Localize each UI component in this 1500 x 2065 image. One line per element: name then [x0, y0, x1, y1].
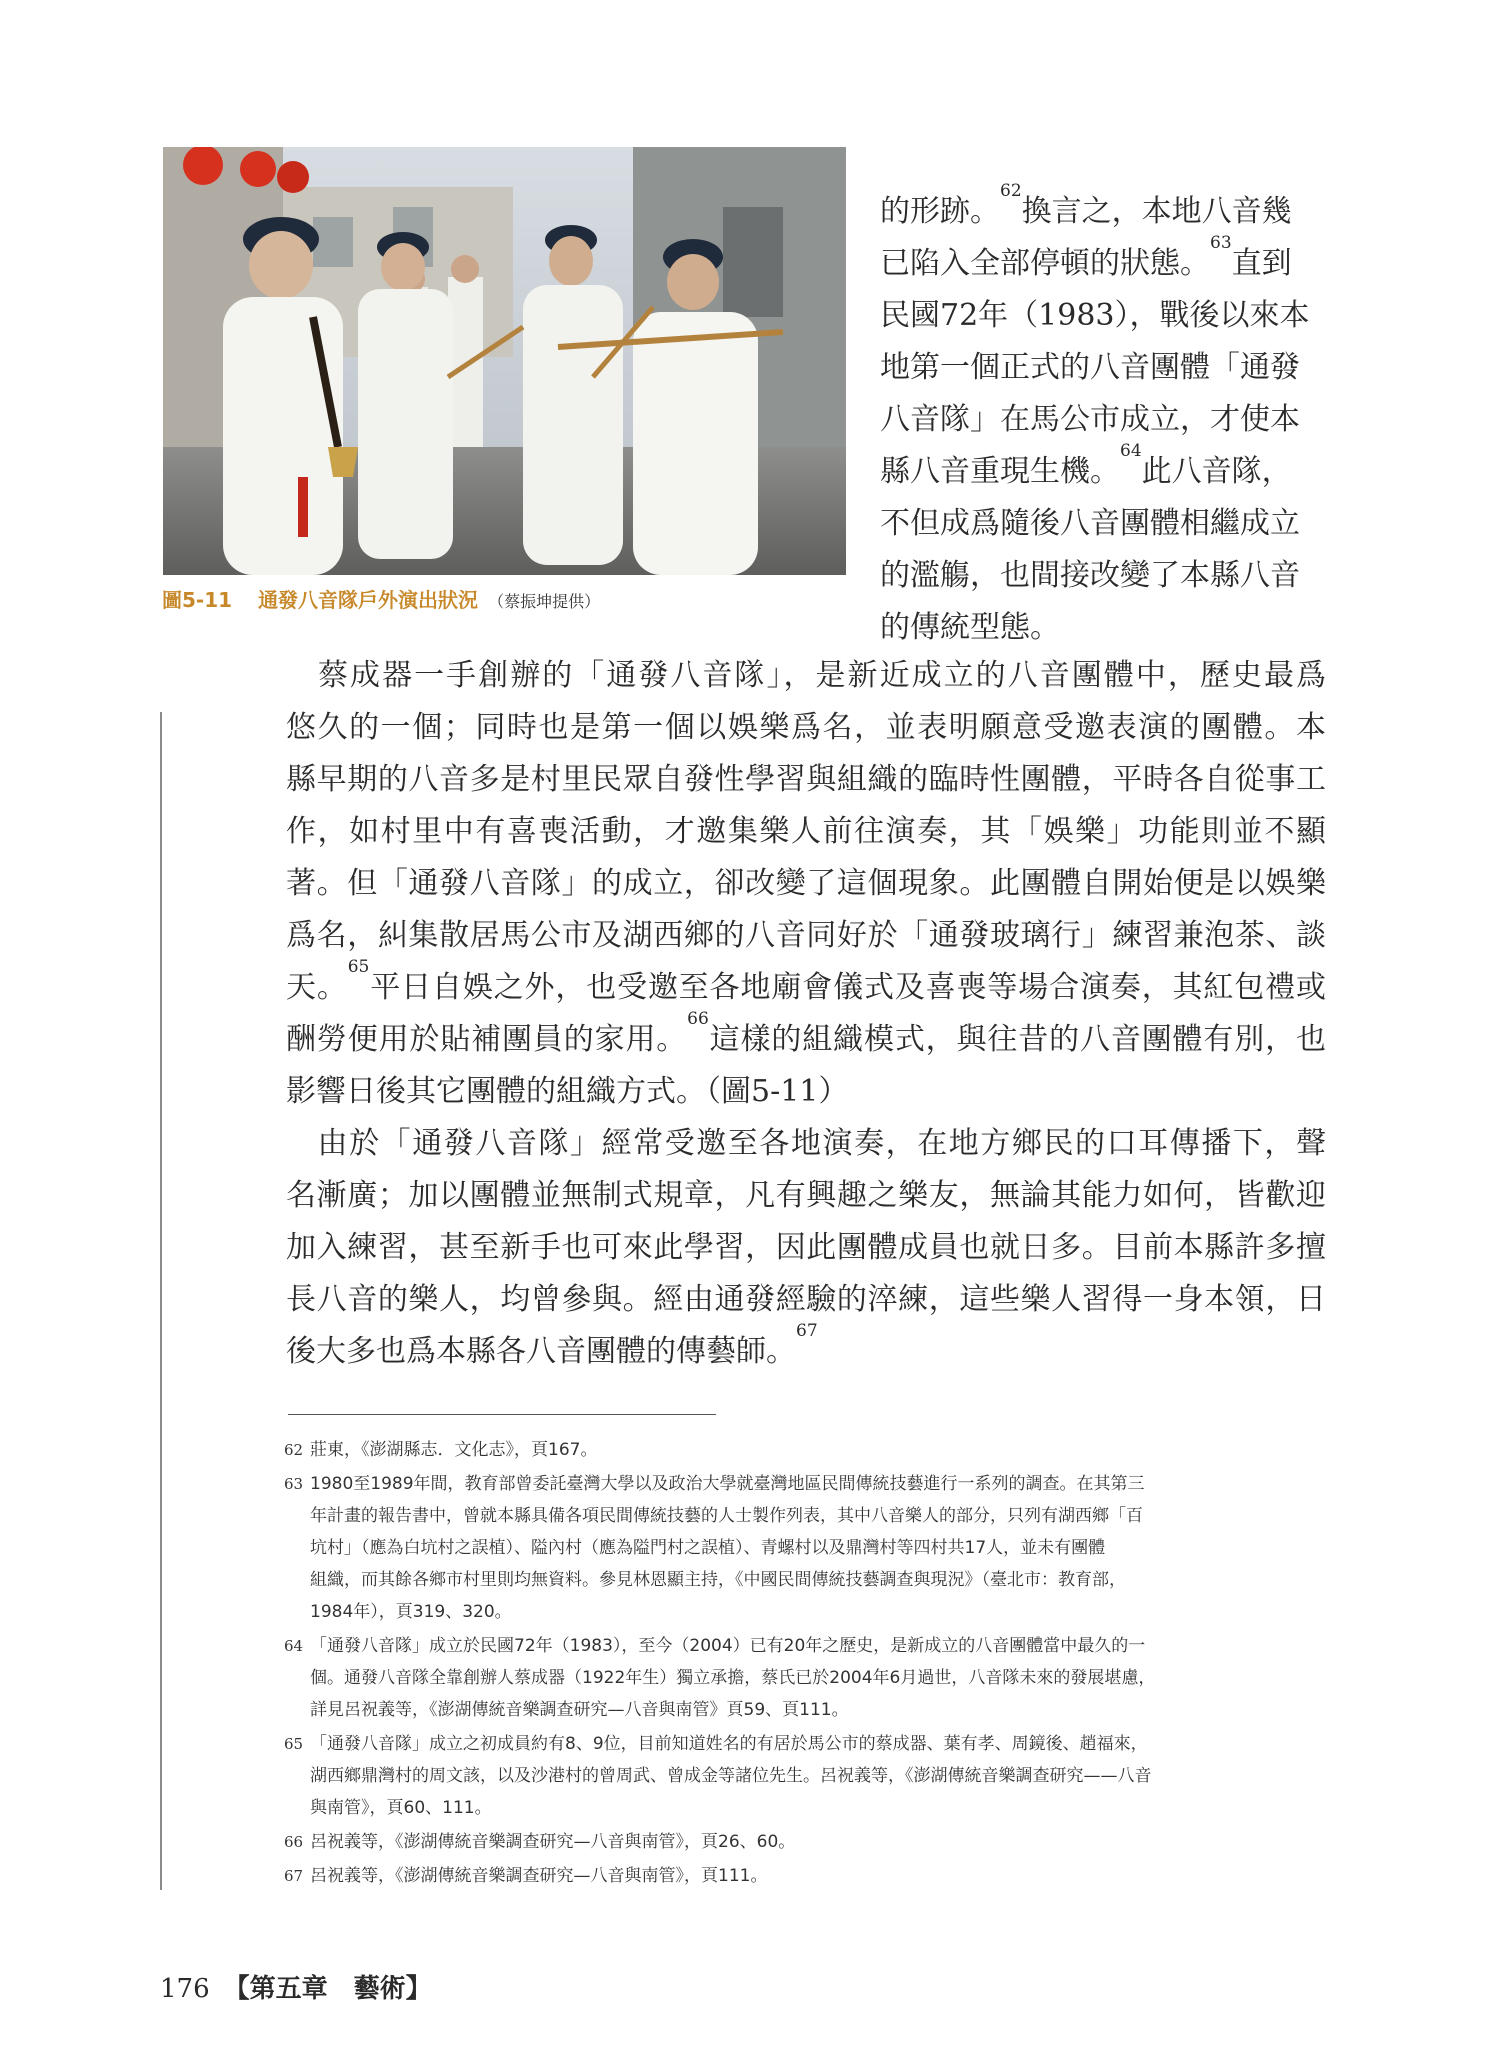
footnote-number: 62: [284, 1441, 304, 1459]
text-line: 蔡成器一手創辦的「通發八音隊」，是新近成立的八音團體中，歷史最爲: [286, 658, 1326, 693]
text-line: 地第一個正式的八音團體「通發: [880, 350, 1300, 385]
text-line: 由於「通發八音隊」經常受邀至各地演奏，在地方鄉民的口耳傳播下，聲: [286, 1126, 1326, 1161]
chapter-label: 【第五章 藝術】: [223, 1974, 432, 2004]
text-line: 悠久的一個；同時也是第一個以娛樂爲名，並表明願意受邀表演的團體。本: [286, 710, 1326, 745]
text-line: 長八音的樂人，均曾參與。經由通發經驗的淬練，這些樂人習得一身本領，日: [286, 1282, 1326, 1317]
text-line: [286, 957, 1326, 1014]
text-line: 民國72年（1983），戰後以來本: [880, 298, 1310, 333]
footnote-ref: 64: [1120, 441, 1142, 461]
footnote: [284, 1860, 1329, 1892]
figure-credit: （蔡振坤提供）: [488, 592, 601, 611]
footnote-number: 63: [284, 1475, 304, 1493]
footnote-line: 組織，而其餘各鄉市村里則均無資料。參見林恩顯主持，《中國民間傳統技藝調查與現況》（臺北市：教育部，: [310, 1570, 1126, 1590]
footnote-number: 66: [284, 1833, 304, 1851]
text-fragment: 已陷入全部停頓的狀態。: [880, 246, 1210, 281]
text-line: 名漸廣；加以團體並無制式規章，凡有興趣之樂友，無論其能力如何，皆歡迎: [286, 1178, 1326, 1213]
footnote-line: 與南管》，頁60、111。: [310, 1798, 492, 1818]
footnote-number: 65: [284, 1735, 304, 1753]
footnote-line: 年計畫的報告書中，曾就本縣具備各項民間傳統技藝的人士製作列表，其中八音樂人的部分，只列有湖西鄉「百: [310, 1506, 1143, 1526]
text-line: 縣早期的八音多是村里民眾自發性學習與組織的臨時性團體，平時各自從事工: [286, 762, 1326, 797]
footnote-ref: 65: [347, 957, 370, 977]
figure-caption: [162, 584, 852, 616]
footnote-ref: 62: [1000, 181, 1022, 201]
footnotes: [284, 1434, 1329, 1894]
figure-photo: [163, 147, 846, 575]
footnote-line: 呂祝義等，《澎湖傳統音樂調查研究—八音與南管》，頁26、60。: [310, 1832, 796, 1852]
text-fragment: 換言之，本地八音幾: [1021, 194, 1292, 229]
text-line: [880, 441, 1320, 498]
text-line: [286, 1009, 1326, 1066]
footnote: [284, 1434, 1329, 1466]
footnote: [284, 1468, 1329, 1628]
footnote-ref: 66: [687, 1009, 709, 1029]
figure-title: 通發八音隊戶外演出狀況: [258, 588, 479, 612]
band-photo-image: [163, 147, 846, 575]
footnote-ref: 67: [796, 1321, 818, 1341]
text-line: [286, 1321, 1326, 1378]
text-line: 八音隊」在馬公市成立，才使本: [880, 402, 1300, 437]
text-fragment: 直到: [1231, 246, 1292, 281]
text-line: 的傳統型態。: [880, 610, 1060, 645]
footnote-line: 詳見呂祝義等，《澎湖傳統音樂調查研究—八音與南管》頁59、頁111。: [310, 1700, 849, 1720]
text-line: 著。但「通發八音隊」的成立，卻改變了這個現象。此團體自開始便是以娛樂: [286, 866, 1326, 901]
footnote-separator: [288, 1414, 716, 1415]
side-column-text: [880, 181, 1320, 654]
body-text: [286, 650, 1326, 1378]
footnote: [284, 1826, 1329, 1858]
footnote-number: 64: [284, 1637, 304, 1655]
text-line: 作，如村里中有喜喪活動，才邀集樂人前往演奏，其「娛樂」功能則並不顯: [286, 814, 1326, 849]
text-line: [880, 233, 1320, 290]
figure-number: 圖5-11: [162, 588, 233, 612]
text-line: 爲名，糾集散居馬公市及湖西鄉的八音同好於「通發玻璃行」練習兼泡茶、談: [286, 918, 1326, 953]
text-line: 影響日後其它團體的組織方式。（圖5-11）: [286, 1074, 849, 1109]
text-fragment: 的形跡。: [880, 194, 1000, 229]
footnote-line: 「通發八音隊」成立於民國72年（1983），至今（2004）已有20年之歷史，是新成立的八音團體當中最久的一: [310, 1636, 1146, 1656]
text-line: 的濫觴，也間接改變了本縣八音: [880, 558, 1300, 593]
footnote-line: 「通發八音隊」成立之初成員約有8、9位，目前知道姓名的有居於馬公市的蔡成器、葉有孝、周鏡後、趙福來，: [310, 1734, 1148, 1754]
margin-rule: [160, 712, 162, 1890]
text-fragment: 平日自娛之外，也受邀至各地廟會儀式及喜喪等場合演奏，其紅包禮或: [369, 970, 1326, 1005]
footnote-line: 呂祝義等，《澎湖傳統音樂調查研究—八音與南管》，頁111。: [310, 1866, 768, 1886]
text-fragment: 酬勞便用於貼補團員的家用。: [286, 1022, 688, 1057]
footnote-line: 坑村」（應為白坑村之誤植）、隘內村（應為隘門村之誤植）、青螺村以及鼎灣村等四村共17人，並未有團體: [310, 1538, 1106, 1558]
footnote: [284, 1728, 1329, 1824]
footnote-number: 67: [284, 1867, 304, 1885]
footnote-line: 1984年），頁319、320。: [310, 1602, 512, 1622]
page-footer: [160, 1968, 432, 2005]
text-fragment: 後大多也爲本縣各八音團體的傳藝師。: [286, 1334, 796, 1369]
text-line: 加入練習，甚至新手也可來此學習，因此團體成員也就日多。目前本縣許多擅: [286, 1230, 1326, 1265]
footnote: [284, 1630, 1329, 1726]
text-line: 不但成爲隨後八音團體相繼成立: [880, 506, 1300, 541]
footnote-line: 個。通發八音隊全靠創辦人蔡成器（1922年生）獨立承擔，蔡氏已於2004年6月過世，八音隊未來的發展堪慮，: [310, 1668, 1156, 1688]
footnote-line: 莊東，《澎湖縣志．文化志》，頁167。: [310, 1440, 598, 1460]
text-fragment: 此八音隊，: [1141, 454, 1292, 489]
text-fragment: 縣八音重現生機。: [880, 454, 1120, 489]
footnote-line: 湖西鄉鼎灣村的周文該，以及沙港村的曾周武、曾成金等諸位先生。呂祝義等，《澎湖傳統音樂調查研究——八音: [310, 1766, 1152, 1786]
footnote-ref: 63: [1210, 233, 1232, 253]
page-number: 176: [160, 1974, 210, 2004]
text-fragment: 這樣的組織模式，與往昔的八音團體有別，也: [708, 1022, 1326, 1057]
footnote-line: 1980至1989年間，教育部曾委託臺灣大學以及政治大學就臺灣地區民間傳統技藝進行一系列的調查。在其第三: [310, 1474, 1145, 1494]
text-line: [880, 181, 1320, 238]
text-fragment: 天。: [286, 970, 348, 1005]
